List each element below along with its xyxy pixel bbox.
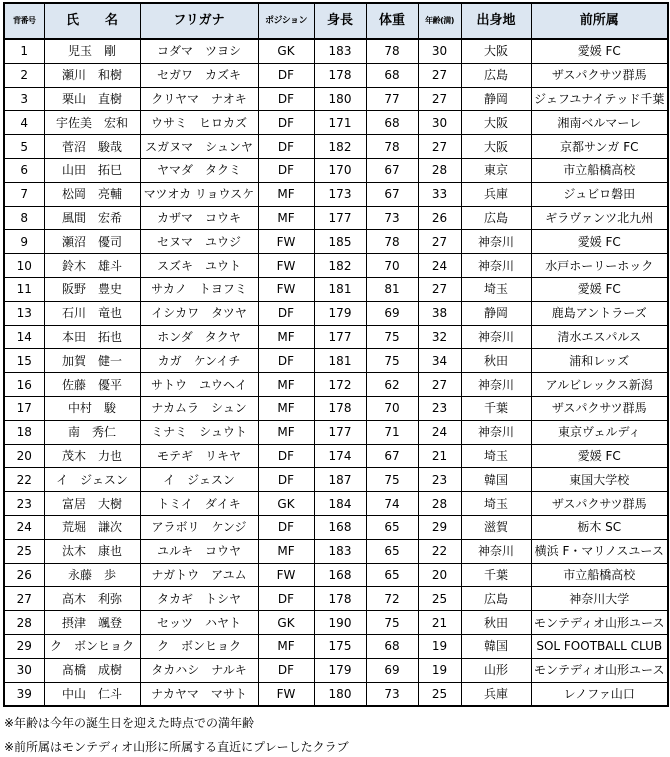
player-number: 30	[4, 658, 44, 682]
player-name: 本田 拓也	[44, 325, 140, 349]
player-height: 190	[314, 611, 366, 635]
player-number: 20	[4, 444, 44, 468]
player-age: 27	[418, 87, 461, 111]
player-position: MF	[258, 396, 314, 420]
player-number: 26	[4, 563, 44, 587]
player-hometown: 兵庫	[461, 182, 531, 206]
player-previous-club: 愛媛 FC	[531, 230, 668, 254]
player-furigana: タカギ トシヤ	[140, 587, 258, 611]
player-furigana: ホンダ タクヤ	[140, 325, 258, 349]
player-furigana: スズキ ユウト	[140, 254, 258, 278]
player-name: ク ボンヒョク	[44, 634, 140, 658]
player-name: 瀬沼 優司	[44, 230, 140, 254]
player-weight: 69	[366, 658, 418, 682]
player-weight: 68	[366, 634, 418, 658]
table-row	[4, 492, 668, 516]
player-age: 19	[418, 658, 461, 682]
player-previous-club: 市立船橋高校	[531, 158, 668, 182]
player-height: 177	[314, 420, 366, 444]
player-position: DF	[258, 658, 314, 682]
table-row	[4, 87, 668, 111]
player-position: FW	[258, 230, 314, 254]
player-hometown: 埼玉	[461, 492, 531, 516]
player-age: 19	[418, 634, 461, 658]
player-number: 4	[4, 111, 44, 135]
player-position: MF	[258, 182, 314, 206]
player-position: MF	[258, 206, 314, 230]
player-name: 鈴木 雄斗	[44, 254, 140, 278]
table-row	[4, 468, 668, 492]
header-previous-club: 前所属	[531, 3, 668, 39]
player-weight: 65	[366, 563, 418, 587]
player-age: 30	[418, 111, 461, 135]
player-age: 32	[418, 325, 461, 349]
player-height: 179	[314, 301, 366, 325]
player-height: 181	[314, 349, 366, 373]
player-position: GK	[258, 611, 314, 635]
player-height: 173	[314, 182, 366, 206]
player-name: 高木 利弥	[44, 587, 140, 611]
player-previous-club: 浦和レッズ	[531, 349, 668, 373]
player-age: 33	[418, 182, 461, 206]
player-weight: 75	[366, 325, 418, 349]
player-furigana: ナガトウ アユム	[140, 563, 258, 587]
player-age: 27	[418, 63, 461, 87]
player-weight: 65	[366, 539, 418, 563]
player-furigana: ナカヤマ マサト	[140, 682, 258, 706]
player-age: 34	[418, 349, 461, 373]
player-age: 27	[418, 230, 461, 254]
player-height: 187	[314, 468, 366, 492]
player-furigana: ク ボンヒョク	[140, 634, 258, 658]
table-row	[4, 682, 668, 706]
player-name: 摂津 颯登	[44, 611, 140, 635]
player-number: 5	[4, 135, 44, 159]
player-position: DF	[258, 515, 314, 539]
table-row	[4, 539, 668, 563]
table-row	[4, 634, 668, 658]
player-name: 荒堀 謙次	[44, 515, 140, 539]
player-number: 11	[4, 277, 44, 301]
player-height: 177	[314, 325, 366, 349]
player-height: 172	[314, 373, 366, 397]
player-hometown: 神奈川	[461, 539, 531, 563]
player-height: 183	[314, 39, 366, 63]
player-position: FW	[258, 682, 314, 706]
player-name: 山田 拓巳	[44, 158, 140, 182]
player-age: 26	[418, 206, 461, 230]
player-name: 阪野 豊史	[44, 277, 140, 301]
player-number: 15	[4, 349, 44, 373]
player-name: 菅沼 駿哉	[44, 135, 140, 159]
player-name: 富居 大樹	[44, 492, 140, 516]
player-furigana: セッツ ハヤト	[140, 611, 258, 635]
table-row	[4, 658, 668, 682]
player-age: 24	[418, 254, 461, 278]
player-hometown: 大阪	[461, 111, 531, 135]
player-weight: 70	[366, 254, 418, 278]
player-position: DF	[258, 87, 314, 111]
player-hometown: 千葉	[461, 396, 531, 420]
player-position: DF	[258, 63, 314, 87]
player-weight: 75	[366, 611, 418, 635]
player-furigana: ナカムラ シュン	[140, 396, 258, 420]
player-furigana: カガ ケンイチ	[140, 349, 258, 373]
player-position: FW	[258, 563, 314, 587]
player-furigana: サカノ トヨフミ	[140, 277, 258, 301]
player-age: 25	[418, 682, 461, 706]
player-furigana: イ ジェスン	[140, 468, 258, 492]
player-furigana: ヤマダ タクミ	[140, 158, 258, 182]
player-weight: 72	[366, 587, 418, 611]
player-age: 20	[418, 563, 461, 587]
player-name: 中山 仁斗	[44, 682, 140, 706]
player-previous-club: アルビレックス新潟	[531, 373, 668, 397]
player-previous-club: 東国大学校	[531, 468, 668, 492]
table-row	[4, 39, 668, 63]
player-height: 178	[314, 396, 366, 420]
player-name: 松岡 亮輔	[44, 182, 140, 206]
header-hometown: 出身地	[461, 3, 531, 39]
player-previous-club: ザスパクサツ群馬	[531, 492, 668, 516]
table-row	[4, 254, 668, 278]
player-hometown: 神奈川	[461, 230, 531, 254]
player-number: 39	[4, 682, 44, 706]
player-previous-club: 清水エスパルス	[531, 325, 668, 349]
player-number: 24	[4, 515, 44, 539]
header-position: ポジション	[258, 3, 314, 39]
player-position: MF	[258, 373, 314, 397]
player-position: GK	[258, 39, 314, 63]
player-number: 9	[4, 230, 44, 254]
player-hometown: 兵庫	[461, 682, 531, 706]
player-age: 23	[418, 396, 461, 420]
player-furigana: ユルキ コウヤ	[140, 539, 258, 563]
table-row	[4, 373, 668, 397]
player-position: FW	[258, 277, 314, 301]
header-height: 身長	[314, 3, 366, 39]
player-previous-club: SOL FOOTBALL CLUB	[531, 634, 668, 658]
table-row	[4, 277, 668, 301]
player-previous-club: 愛媛 FC	[531, 39, 668, 63]
player-weight: 62	[366, 373, 418, 397]
player-number: 10	[4, 254, 44, 278]
player-height: 182	[314, 135, 366, 159]
player-height: 175	[314, 634, 366, 658]
player-furigana: サトウ ユウヘイ	[140, 373, 258, 397]
player-hometown: 千葉	[461, 563, 531, 587]
player-age: 29	[418, 515, 461, 539]
player-furigana: コダマ ツヨシ	[140, 39, 258, 63]
player-weight: 70	[366, 396, 418, 420]
player-furigana: ウサミ ヒロカズ	[140, 111, 258, 135]
note-previous-club: ※前所属はモンテディオ山形に所属する直近にプレーしたクラブ	[4, 740, 349, 754]
player-furigana: トミイ ダイキ	[140, 492, 258, 516]
player-number: 17	[4, 396, 44, 420]
player-age: 21	[418, 611, 461, 635]
player-number: 6	[4, 158, 44, 182]
player-name: 中村 駿	[44, 396, 140, 420]
table-row	[4, 135, 668, 159]
table-row	[4, 325, 668, 349]
player-previous-club: 愛媛 FC	[531, 277, 668, 301]
player-name: 宇佐美 宏和	[44, 111, 140, 135]
player-furigana: マツオカ リョウスケ	[140, 182, 258, 206]
player-weight: 65	[366, 515, 418, 539]
player-height: 171	[314, 111, 366, 135]
table-row	[4, 63, 668, 87]
player-age: 25	[418, 587, 461, 611]
player-previous-club: 湘南ベルマーレ	[531, 111, 668, 135]
player-furigana: ミナミ シュウト	[140, 420, 258, 444]
player-hometown: 広島	[461, 63, 531, 87]
player-number: 2	[4, 63, 44, 87]
player-weight: 78	[366, 135, 418, 159]
player-hometown: 韓国	[461, 634, 531, 658]
table-row	[4, 587, 668, 611]
player-age: 28	[418, 492, 461, 516]
player-hometown: 神奈川	[461, 325, 531, 349]
player-weight: 73	[366, 682, 418, 706]
player-previous-club: 東京ヴェルディ	[531, 420, 668, 444]
player-hometown: 山形	[461, 658, 531, 682]
player-name: 瀬川 和樹	[44, 63, 140, 87]
player-hometown: 広島	[461, 587, 531, 611]
table-row	[4, 349, 668, 373]
player-hometown: 広島	[461, 206, 531, 230]
player-height: 184	[314, 492, 366, 516]
player-furigana: スガヌマ シュンヤ	[140, 135, 258, 159]
player-hometown: 静岡	[461, 87, 531, 111]
player-position: DF	[258, 468, 314, 492]
player-weight: 71	[366, 420, 418, 444]
player-position: MF	[258, 539, 314, 563]
player-number: 3	[4, 87, 44, 111]
player-position: MF	[258, 420, 314, 444]
player-height: 168	[314, 515, 366, 539]
player-name: 髙橋 成樹	[44, 658, 140, 682]
player-previous-club: 鹿島アントラーズ	[531, 301, 668, 325]
player-number: 7	[4, 182, 44, 206]
header-furigana: フリガナ	[140, 3, 258, 39]
player-position: MF	[258, 634, 314, 658]
player-weight: 74	[366, 492, 418, 516]
player-weight: 67	[366, 182, 418, 206]
player-furigana: イシカワ タツヤ	[140, 301, 258, 325]
player-weight: 69	[366, 301, 418, 325]
player-name: 加賀 健一	[44, 349, 140, 373]
player-previous-club: ギラヴァンツ北九州	[531, 206, 668, 230]
player-position: DF	[258, 444, 314, 468]
player-furigana: セヌマ ユウジ	[140, 230, 258, 254]
player-age: 27	[418, 373, 461, 397]
player-name: 南 秀仁	[44, 420, 140, 444]
player-weight: 75	[366, 468, 418, 492]
table-row	[4, 563, 668, 587]
header-weight: 体重	[366, 3, 418, 39]
table-row	[4, 230, 668, 254]
player-age: 38	[418, 301, 461, 325]
player-hometown: 秋田	[461, 349, 531, 373]
player-age: 21	[418, 444, 461, 468]
table-row	[4, 182, 668, 206]
player-number: 1	[4, 39, 44, 63]
player-number: 27	[4, 587, 44, 611]
player-name: 永藤 歩	[44, 563, 140, 587]
player-furigana: モテギ リキヤ	[140, 444, 258, 468]
player-height: 180	[314, 682, 366, 706]
player-hometown: 神奈川	[461, 254, 531, 278]
player-number: 23	[4, 492, 44, 516]
player-position: FW	[258, 254, 314, 278]
player-previous-club: ザスパクサツ群馬	[531, 63, 668, 87]
player-age: 24	[418, 420, 461, 444]
player-hometown: 静岡	[461, 301, 531, 325]
player-height: 177	[314, 206, 366, 230]
player-hometown: 滋賀	[461, 515, 531, 539]
header-number: 背番号	[4, 3, 44, 39]
player-weight: 75	[366, 349, 418, 373]
player-height: 179	[314, 658, 366, 682]
player-age: 27	[418, 277, 461, 301]
player-name: 汰木 康也	[44, 539, 140, 563]
header-age: 年齢(満)	[418, 3, 461, 39]
player-hometown: 東京	[461, 158, 531, 182]
player-hometown: 神奈川	[461, 420, 531, 444]
player-weight: 78	[366, 230, 418, 254]
player-weight: 78	[366, 39, 418, 63]
player-age: 28	[418, 158, 461, 182]
table-row	[4, 206, 668, 230]
player-name: 石川 竜也	[44, 301, 140, 325]
player-hometown: 秋田	[461, 611, 531, 635]
player-weight: 67	[366, 158, 418, 182]
player-previous-club: モンテディオ山形ユース	[531, 611, 668, 635]
player-weight: 68	[366, 111, 418, 135]
player-furigana: カザマ コウキ	[140, 206, 258, 230]
player-previous-club: 京都サンガ FC	[531, 135, 668, 159]
player-hometown: 韓国	[461, 468, 531, 492]
table-row	[4, 158, 668, 182]
player-hometown: 大阪	[461, 39, 531, 63]
player-previous-club: 神奈川大学	[531, 587, 668, 611]
player-age: 23	[418, 468, 461, 492]
player-position: DF	[258, 158, 314, 182]
player-previous-club: 栃木 SC	[531, 515, 668, 539]
player-name: 児玉 剛	[44, 39, 140, 63]
player-name: 茂木 力也	[44, 444, 140, 468]
player-position: DF	[258, 135, 314, 159]
player-previous-club: 横浜 F・マリノスユース	[531, 539, 668, 563]
player-number: 25	[4, 539, 44, 563]
player-number: 22	[4, 468, 44, 492]
player-previous-club: ザスパクサツ群馬	[531, 396, 668, 420]
player-furigana: アラボリ ケンジ	[140, 515, 258, 539]
player-age: 22	[418, 539, 461, 563]
player-height: 180	[314, 87, 366, 111]
player-weight: 73	[366, 206, 418, 230]
player-name: 栗山 直樹	[44, 87, 140, 111]
table-row	[4, 396, 668, 420]
player-weight: 68	[366, 63, 418, 87]
header-name: 氏 名	[44, 3, 140, 39]
player-weight: 67	[366, 444, 418, 468]
player-height: 182	[314, 254, 366, 278]
player-previous-club: ジュビロ磐田	[531, 182, 668, 206]
player-height: 185	[314, 230, 366, 254]
player-number: 29	[4, 634, 44, 658]
player-number: 8	[4, 206, 44, 230]
player-hometown: 神奈川	[461, 373, 531, 397]
table-row	[4, 611, 668, 635]
player-position: DF	[258, 587, 314, 611]
player-height: 178	[314, 63, 366, 87]
player-position: MF	[258, 325, 314, 349]
player-age: 27	[418, 135, 461, 159]
player-furigana: クリヤマ ナオキ	[140, 87, 258, 111]
table-row	[4, 111, 668, 135]
table-row	[4, 444, 668, 468]
player-number: 14	[4, 325, 44, 349]
player-position: DF	[258, 349, 314, 373]
player-name: イ ジェスン	[44, 468, 140, 492]
note-age: ※年齢は今年の誕生日を迎えた時点での満年齢	[4, 716, 255, 730]
player-height: 170	[314, 158, 366, 182]
roster-body	[4, 39, 668, 706]
player-hometown: 埼玉	[461, 277, 531, 301]
player-height: 178	[314, 587, 366, 611]
player-previous-club: レノファ山口	[531, 682, 668, 706]
player-weight: 81	[366, 277, 418, 301]
player-previous-club: 水戸ホーリーホック	[531, 254, 668, 278]
player-age: 30	[418, 39, 461, 63]
player-height: 168	[314, 563, 366, 587]
player-previous-club: 市立船橋高校	[531, 563, 668, 587]
table-row	[4, 301, 668, 325]
roster-table	[3, 2, 669, 707]
table-row	[4, 515, 668, 539]
player-name: 風間 宏希	[44, 206, 140, 230]
table-row	[4, 420, 668, 444]
player-number: 28	[4, 611, 44, 635]
player-previous-club: 愛媛 FC	[531, 444, 668, 468]
player-height: 174	[314, 444, 366, 468]
player-previous-club: ジェフユナイテッド千葉	[531, 87, 668, 111]
player-name: 佐藤 優平	[44, 373, 140, 397]
player-height: 183	[314, 539, 366, 563]
player-furigana: セガワ カズキ	[140, 63, 258, 87]
player-number: 16	[4, 373, 44, 397]
player-furigana: タカハシ ナルキ	[140, 658, 258, 682]
player-position: DF	[258, 111, 314, 135]
player-hometown: 埼玉	[461, 444, 531, 468]
player-height: 181	[314, 277, 366, 301]
header-row	[4, 3, 668, 39]
player-weight: 77	[366, 87, 418, 111]
player-hometown: 大阪	[461, 135, 531, 159]
player-previous-club: モンテディオ山形ユース	[531, 658, 668, 682]
player-position: DF	[258, 301, 314, 325]
player-position: GK	[258, 492, 314, 516]
player-number: 13	[4, 301, 44, 325]
player-number: 18	[4, 420, 44, 444]
